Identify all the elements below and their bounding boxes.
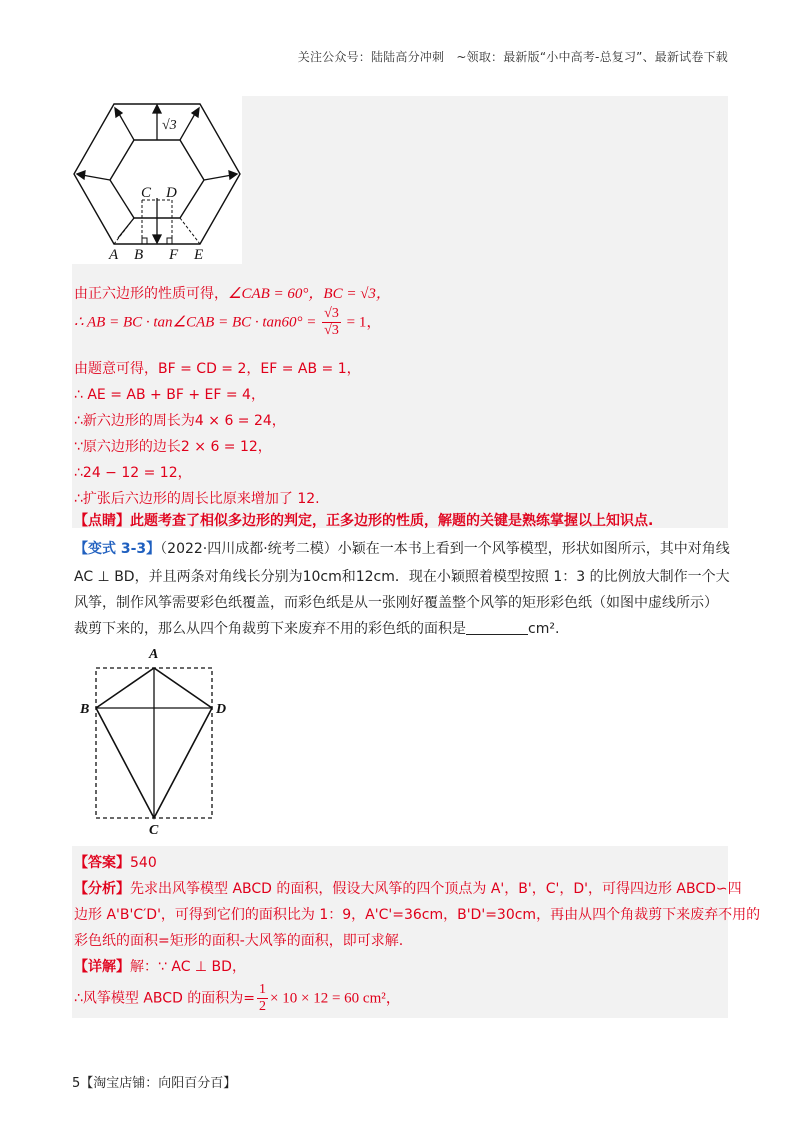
hexagon-diagram [72,96,242,264]
answer-blank[interactable] [466,620,528,635]
kite-diagram [74,640,244,840]
kite-figure [74,640,244,840]
solution-line-5: ∴新六边形的周长为4 × 6 = 24， [74,413,286,429]
label-d: D [166,185,177,201]
solution-line-4: ∴ AE = AB + BF + EF = 4， [74,387,265,403]
problem-line-1: 【变式 3-3】（2022·四川成都·统考二模）小颖在一本书上看到一个风筝模型，形状如图所示，其中对角线 [74,541,730,557]
page-footer: 5【淘宝店铺：向阳百分百】 [72,1076,237,1091]
analysis-line-1: 【分析】先求出风筝模型 ABCD 的面积，假设大风筝的四个顶点为 A'，B'，C'，D'，可得四边形 ABCD∽四 [74,881,742,897]
solution-line-2: ∴ AB = BC · tan∠CAB = BC · tan60° = $\frac{√3}{√3}$ = 1， [74,306,382,338]
kite-label-d: D [216,702,227,717]
hexagon-figure [72,96,242,264]
analysis-line-3: 彩色纸的面积=矩形的面积-大风筝的面积，即可求解. [74,933,404,949]
analysis-line-2: 边形 A'B'C′D'，可得到它们的面积比为 1：9，A'C'=36cm，B'D'=30cm，再由从四个角裁剪下来废弃不用的 [74,907,761,923]
kite-label-c: C [149,823,159,838]
label-a: A [109,247,119,263]
label-e: E [194,247,204,263]
problem-line-2: AC ⊥ BD，并且两条对角线长分别为10cm和12cm．现在小颖照着模型按照 1：3 的比例放大制作一个大 [74,569,730,585]
solution-line-1: 由正六边形的性质可得，∠CAB = 60°，BC = √3， [74,286,391,302]
problem-line-4: 裁剪下来的，那么从四个角裁剪下来废弃不用的彩色纸的面积是 cm². [74,621,560,637]
dianjing-note: 【点睛】此题考查了相似多边形的判定，正多边形的性质，解题的关键是熟练掌握以上知识点. [74,513,654,529]
label-f: F [169,247,179,263]
solution-line-3: 由题意可得，BF = CD = 2，EF = AB = 1， [74,361,361,377]
answer-line: 【答案】540 [74,855,157,871]
page-header: 关注公众号：陆陆高分冲刺 ~领取：最新版“小中高考-总复习”、最新试卷下载 [297,50,728,64]
fraction-sqrt3: $\frac{√3}{√3}$ [324,306,339,338]
variant-tag: 【变式 3-3】 [74,541,161,557]
label-b: B [134,247,144,263]
kite-label-b: B [80,702,90,717]
solution-line-7: ∴24 − 12 = 12， [74,465,192,481]
detail-line-1: 【详解】解：∵ AC ⊥ BD， [74,959,246,975]
kite-label-a: A [149,647,159,662]
label-c: C [141,185,152,201]
solution-line-6: ∵原六边形的边长2 × 6 = 12， [74,439,272,455]
detail-line-2: ∴风筝模型 ABCD 的面积为= $\frac{1}{2}$ × 10 × 12 = 60 cm²， [74,982,401,1014]
sqrt3-label: √3 [162,118,177,133]
fraction-half: $\frac{1}{2}$ [259,982,267,1014]
problem-line-3: 风筝，制作风筝需要彩色纸覆盖，而彩色纸是从一张刚好覆盖整个风筝的矩形彩色纸（如图中虚线所示） [74,595,718,611]
solution-line-8: ∴扩张后六边形的周长比原来增加了 12. [74,491,320,507]
